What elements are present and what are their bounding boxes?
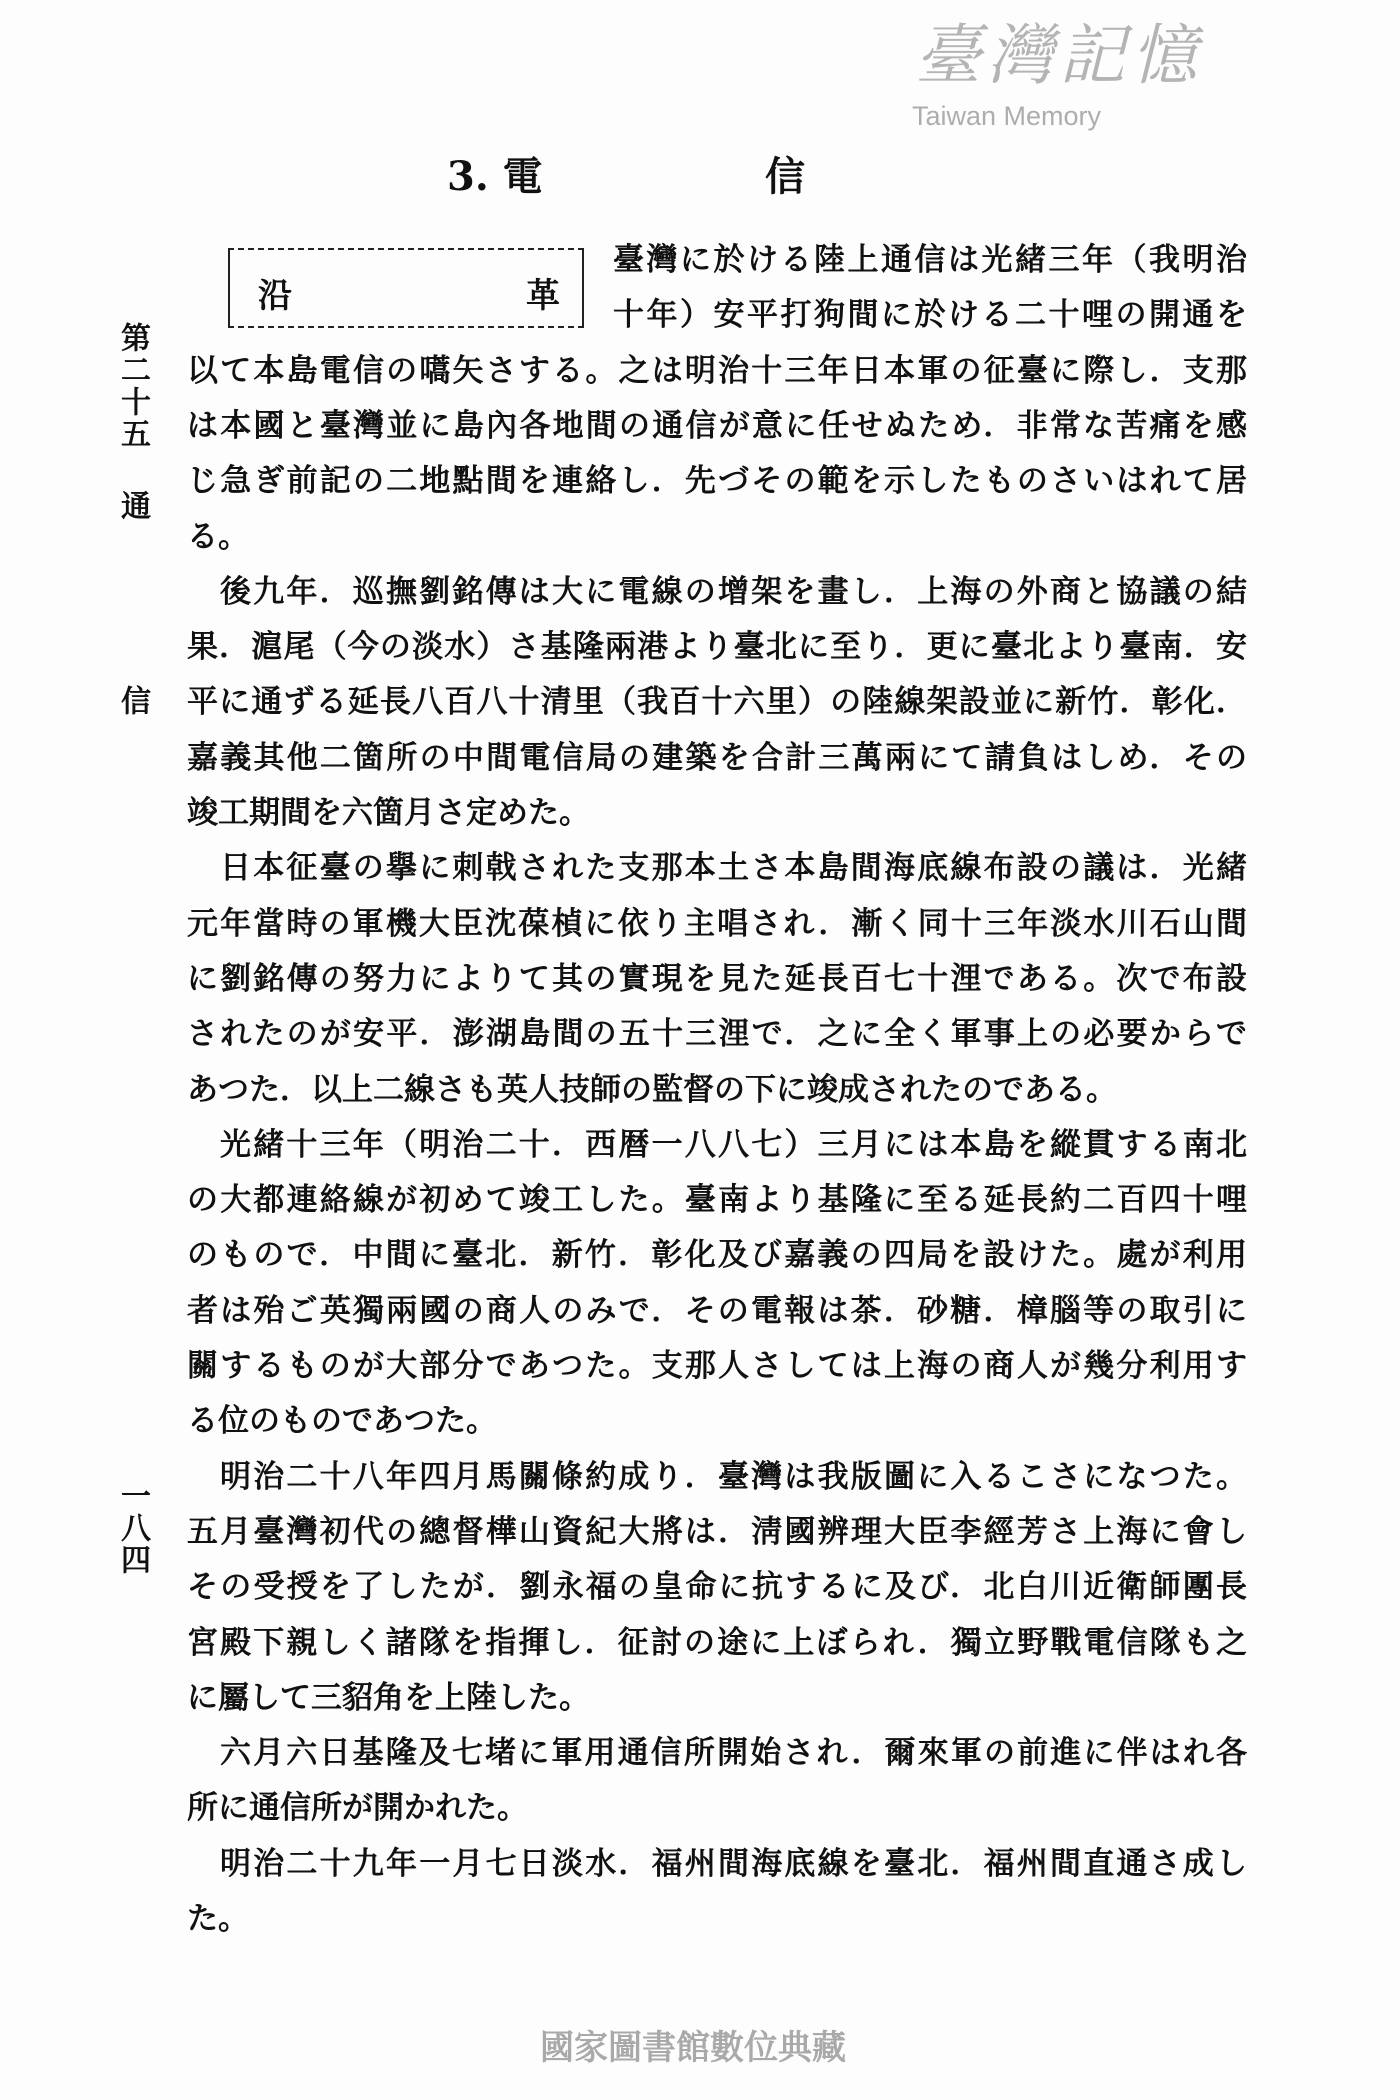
text-line: 平に通ずる延長八百八十清里（我百十六里）の陸線架設並に新竹．彰化．	[187, 684, 1247, 721]
margin-char-shin: 信	[115, 685, 150, 717]
footer-credit: 國家圖書館數位典藏	[540, 2028, 846, 2068]
text-line: た。	[187, 1901, 249, 1937]
text-line: 光緒十三年（明治二十．西暦一八八七）三月には本島を縱貫する南北	[220, 1126, 1247, 1163]
text-line: 以て本島電信の嚆矢さする。之は明治十三年日本軍の征臺に際し．支那	[187, 352, 1247, 389]
text-line: その受授を了したが．劉永福の皇命に抗するに及び．北白川近衛師團長	[187, 1569, 1247, 1606]
text-line: 者は殆ご英獨兩國の商人のみで．その電報は茶．砂糖．樟腦等の取引に	[187, 1292, 1247, 1329]
section-number-title: 3. 電	[447, 153, 543, 200]
text-line: 果．滬尾（今の淡水）さ基隆兩港より臺北に至り．更に臺北より臺南．安	[187, 629, 1247, 666]
text-line: 宮殿下親しく諸隊を指揮し．征討の途に上ぼられ．獨立野戰電信隊も之	[187, 1624, 1247, 1661]
text-line: に劉銘傳の努力によりて其の實現を見た延長百七十浬である。次で布設	[187, 960, 1247, 997]
text-line: る。	[187, 518, 249, 555]
text-line: 所に通信所が開かれた。	[187, 1790, 528, 1827]
text-line: あつた．以上二線さも英人技師の監督の下に竣成されたのである。	[187, 1071, 1117, 1108]
text-line: 五月臺灣初代の總督樺山資紀大將は．淸國辨理大臣李經芳さ上海に會し	[187, 1513, 1247, 1550]
text-line: されたのが安平．澎湖島間の五十三浬で．之に全く軍事上の必要からで	[187, 1016, 1247, 1053]
text-line: の大都連絡線が初めて竣工した。臺南より基隆に至る延長約二百四十哩	[187, 1182, 1247, 1219]
text-line: 元年當時の軍機大臣沈葆楨に依り主唱され．漸く同十三年淡水川石山間	[187, 905, 1247, 942]
text-line: 嘉義其他二箇所の中間電信局の建築を合計三萬兩にて請負はしめ．その	[187, 739, 1247, 776]
text-line: 明治二十八年四月馬關條約成り．臺灣は我版圖に入るこさになつた。	[220, 1458, 1247, 1495]
subsection-heading-left: 沿	[258, 276, 292, 316]
margin-chapter: 第二十五	[115, 322, 150, 450]
section-title-char: 信	[765, 153, 805, 200]
page-number: 一八四	[115, 1480, 150, 1576]
text-line: 後九年．巡撫劉銘傳は大に電線の增架を畫し．上海の外商と協議の結	[220, 573, 1247, 610]
text-line: 臺灣に於ける陸上通信は光緒三年（我明治	[613, 242, 1247, 278]
watermark-english: Taiwan Memory	[912, 101, 1102, 131]
text-line: じ急ぎ前記の二地點間を連絡し．先づその範を示したものさいはれて居	[187, 463, 1247, 500]
text-line: に屬して三貂角を上陸した。	[187, 1679, 590, 1716]
text-line: 十年）安平打狗間に於ける二十哩の開通を	[613, 297, 1247, 334]
subsection-heading-right: 革	[526, 276, 560, 316]
margin-char-tsu: 通	[115, 490, 150, 522]
text-line: のもので．中間に臺北．新竹．彰化及び嘉義の四局を設けた。處が利用	[187, 1237, 1247, 1274]
watermark-logo: 臺灣記憶	[915, 17, 1203, 94]
text-line: 關するものが大部分であつた。支那人さしては上海の商人が幾分利用す	[187, 1348, 1247, 1384]
text-line: 竣工期間を六箇月さ定めた。	[187, 795, 590, 831]
text-line: 明治二十九年一月七日淡水．福州間海底線を臺北．福州間直通さ成し	[220, 1845, 1247, 1882]
text-line: 六月六日基隆及七堵に軍用通信所開始され．爾來軍の前進に伴はれ各	[220, 1735, 1247, 1772]
text-line: 日本征臺の擧に刺戟された支那本土さ本島間海底線布設の議は．光緒	[220, 850, 1247, 887]
text-line: は本國と臺灣並に島內各地間の通信が意に任せぬため．非常な苦痛を感	[187, 407, 1247, 444]
text-line: る位のものであつた。	[187, 1403, 497, 1440]
subsection-heading-box	[228, 248, 584, 328]
